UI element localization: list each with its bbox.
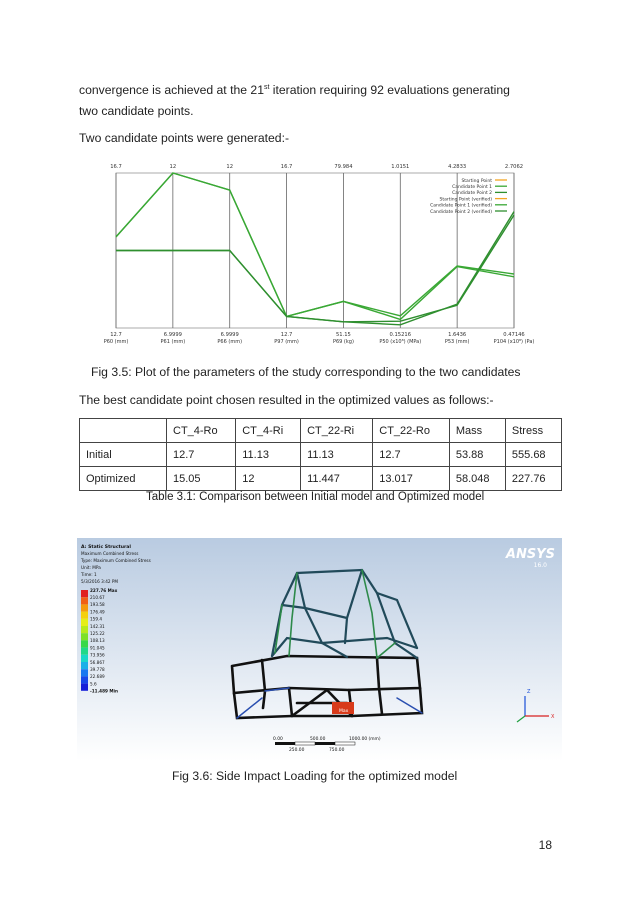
legend-color-band bbox=[81, 590, 88, 597]
table-cell: 53.88 bbox=[449, 443, 505, 467]
table-cell: 58.048 bbox=[449, 467, 505, 491]
chart-bottom-tick-label: 6.9999 bbox=[163, 332, 182, 338]
legend-value-label: 73.956 bbox=[90, 652, 105, 658]
ansys-info-line: Type: Maximum Combined Stress bbox=[81, 558, 151, 563]
max-stress-tag: Max bbox=[339, 709, 349, 714]
chart-top-tick-label: 16.7 bbox=[280, 164, 293, 170]
chart-axis-label: P53 (mm) bbox=[444, 339, 470, 345]
legend-color-band bbox=[81, 684, 88, 691]
paragraph-best-candidate: The best candidate point chosen resulted in the optimized values as follows:- bbox=[79, 393, 494, 407]
chart-top-tick-label: 12 bbox=[226, 164, 234, 170]
paragraph-candidates: Two candidate points were generated:- bbox=[79, 131, 290, 145]
table-header-cell: CT_22-Ro bbox=[373, 419, 450, 443]
chart-bottom-tick-label: 12.7 bbox=[110, 332, 122, 338]
chart-bottom-tick-label: 51.15 bbox=[335, 332, 351, 338]
chart-legend-label: Starting Point bbox=[461, 178, 492, 184]
legend-value-label: 56.867 bbox=[90, 659, 105, 665]
scale-tick-label: 750.00 bbox=[329, 748, 345, 753]
table-cell: Optimized bbox=[80, 467, 167, 491]
table-header-cell: CT_4-Ro bbox=[167, 419, 236, 443]
legend-color-band bbox=[81, 619, 88, 626]
scale-tick-label: 500.00 bbox=[310, 737, 326, 742]
para1-text-a: convergence is achieved at the 21 bbox=[79, 83, 264, 97]
legend-color-band bbox=[81, 633, 88, 640]
chart-axis-label: P104 (x10⁸) (Pa) bbox=[493, 339, 535, 345]
table-caption: Table 3.1: Comparison between Initial model and Optimized model bbox=[146, 491, 485, 503]
para1-sup: st bbox=[263, 83, 270, 91]
ansys-info-line: 5/3/2016 3:42 PM bbox=[81, 579, 119, 584]
legend-color-band bbox=[81, 626, 88, 633]
chart-bottom-tick-label: 0.47146 bbox=[503, 332, 525, 338]
ansys-info-line: A: Static Structural bbox=[81, 545, 131, 550]
legend-color-band bbox=[81, 604, 88, 611]
table-cell: 12.7 bbox=[373, 443, 450, 467]
legend-color-band bbox=[81, 655, 88, 662]
axis-z-label: Z bbox=[527, 689, 531, 695]
fig36-caption: Fig 3.6: Side Impact Loading for the optimized model bbox=[172, 769, 458, 783]
chart-bottom-tick-label: 6.9999 bbox=[220, 332, 239, 338]
ansys-info-line: Maximum Combined Stress bbox=[81, 551, 139, 556]
comparison-table bbox=[79, 418, 562, 491]
chart-top-tick-label: 79.984 bbox=[334, 164, 353, 170]
chart-axis-label: P69 (kg) bbox=[332, 339, 354, 345]
scale-segment bbox=[335, 742, 355, 745]
table-cell: 227.76 bbox=[505, 467, 561, 491]
legend-color-band bbox=[81, 648, 88, 655]
legend-color-band bbox=[81, 612, 88, 619]
legend-value-label: -11.489 Min bbox=[90, 688, 118, 694]
ansys-info-line: Unit: MPa bbox=[81, 565, 101, 570]
legend-color-band bbox=[81, 669, 88, 676]
table-header-cell: Mass bbox=[449, 419, 505, 443]
chart-legend-label: Candidate Point 1 (verified) bbox=[430, 203, 492, 209]
table-header-cell: CT_22-Ri bbox=[301, 419, 373, 443]
table-cell: 555.68 bbox=[505, 443, 561, 467]
chart-legend-label: Candidate Point 2 (verified) bbox=[430, 209, 492, 215]
table-cell: Initial bbox=[80, 443, 167, 467]
legend-color-band bbox=[81, 662, 88, 669]
chart-axis-label: P66 (mm) bbox=[217, 339, 243, 345]
chart-top-tick-label: 12 bbox=[169, 164, 177, 170]
legend-value-label: 125.22 bbox=[90, 631, 105, 636]
ansys-side-impact-figure bbox=[77, 538, 562, 761]
scale-segment bbox=[295, 742, 315, 745]
legend-value-label: 227.76 Max bbox=[90, 587, 118, 593]
legend-value-label: 108.13 bbox=[90, 638, 105, 644]
fig35-caption: Fig 3.5: Plot of the parameters of the study corresponding to the two candidates bbox=[91, 365, 521, 379]
table-cell: 15.05 bbox=[167, 467, 236, 491]
scale-tick-label: 1000.00 (mm) bbox=[349, 737, 381, 742]
table-cell: 11.13 bbox=[236, 443, 301, 467]
paragraph-convergence bbox=[79, 82, 510, 98]
scale-tick-label: 0.00 bbox=[273, 737, 283, 742]
chart-axis-label: P97 (mm) bbox=[274, 339, 299, 345]
table-header-cell bbox=[80, 419, 167, 443]
chart-top-tick-label: 2.7062 bbox=[504, 164, 524, 170]
chart-bottom-tick-label: 1.6436 bbox=[448, 332, 467, 338]
chart-top-tick-label: 1.0151 bbox=[391, 164, 410, 170]
chart-bottom-tick-label: 0.15216 bbox=[389, 332, 412, 338]
legend-value-label: 193.58 bbox=[90, 602, 105, 608]
chart-top-tick-label: 16.7 bbox=[110, 164, 122, 170]
scale-segment bbox=[275, 742, 295, 745]
table-cell: 11.13 bbox=[301, 443, 373, 467]
ansys-brand-logo: ANSYS bbox=[505, 547, 555, 562]
table-cell: 12.7 bbox=[167, 443, 236, 467]
scale-tick-label: 250.00 bbox=[289, 748, 305, 753]
chart-legend-label: Candidate Point 2 bbox=[452, 191, 492, 197]
table-cell: 13.017 bbox=[373, 467, 450, 491]
chart-axis-label: P61 (mm) bbox=[160, 339, 186, 345]
paragraph-convergence-line2: two candidate points. bbox=[79, 104, 194, 118]
chart-axis-label: P50 (x10⁸) (MPa) bbox=[379, 339, 422, 345]
table-header-cell: CT_4-Ri bbox=[236, 419, 301, 443]
page-number: 18 bbox=[538, 838, 552, 852]
table-header-cell: Stress bbox=[505, 419, 561, 443]
para1-text-b: iteration requiring 92 evaluations generating bbox=[269, 83, 510, 97]
ansys-info-line: Time: 1 bbox=[81, 572, 97, 577]
legend-value-label: 39.778 bbox=[90, 667, 105, 672]
table-cell: 12 bbox=[236, 467, 301, 491]
table-header-row bbox=[80, 419, 562, 443]
legend-color-band bbox=[81, 640, 88, 647]
legend-color-band bbox=[81, 676, 88, 683]
table-row bbox=[80, 467, 562, 491]
legend-value-label: 22.689 bbox=[90, 674, 105, 680]
legend-value-label: 5.6 bbox=[90, 681, 97, 687]
chart-axis-label: P60 (mm) bbox=[103, 339, 129, 345]
legend-value-label: 210.67 bbox=[90, 595, 105, 600]
chart-legend-label: Candidate Point 1 bbox=[452, 185, 492, 190]
table-row bbox=[80, 443, 562, 467]
ansys-version: 16.0 bbox=[533, 562, 547, 569]
scale-segment bbox=[315, 742, 335, 745]
table-cell: 11.447 bbox=[301, 467, 373, 491]
chart-bottom-tick-label: 12.7 bbox=[280, 332, 293, 338]
axis-x-label: X bbox=[551, 714, 555, 720]
chart-top-tick-label: 4.2833 bbox=[448, 164, 467, 170]
legend-value-label: 142.31 bbox=[90, 623, 105, 629]
parallel-coordinates-chart bbox=[100, 153, 538, 358]
legend-value-label: 91.045 bbox=[90, 645, 105, 651]
chart-legend-label: Starting Point (verified) bbox=[439, 197, 492, 203]
legend-color-band bbox=[81, 597, 88, 604]
legend-value-label: 159.4 bbox=[90, 616, 102, 622]
legend-value-label: 176.49 bbox=[90, 609, 105, 615]
